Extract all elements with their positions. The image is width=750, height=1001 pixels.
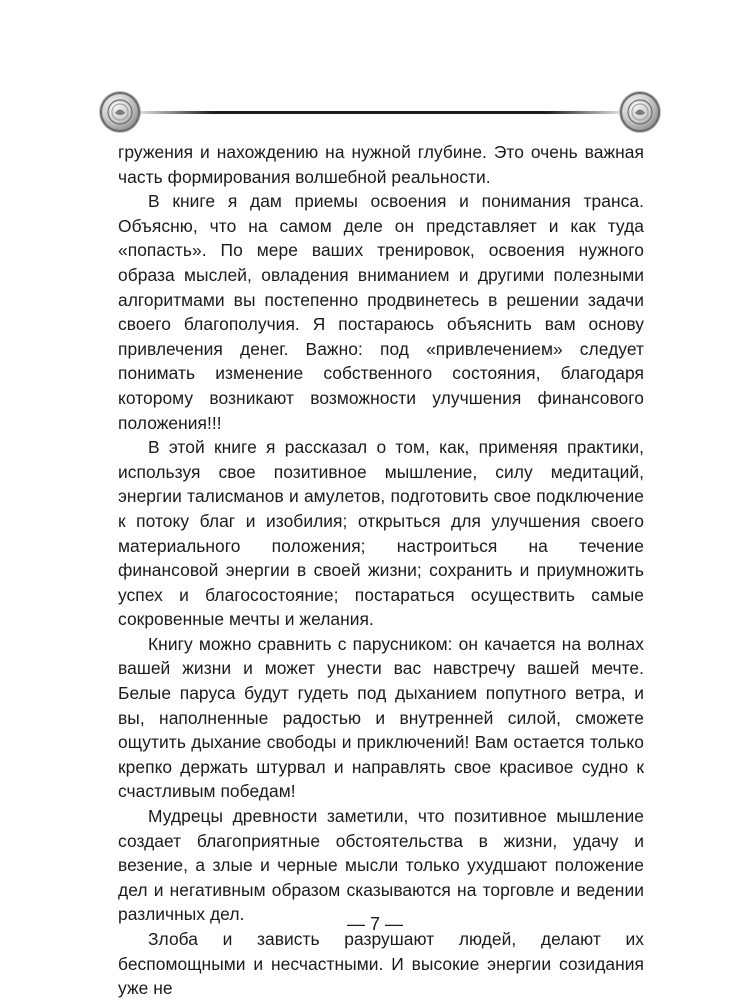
paragraph: Книгу можно сравнить с парусником: он качается на волнах вашей жизни и может унести вас навстречу вашей мечте. Белые паруса будут гудеть под дыханием попутного ветра, и вы, наполненные радостью и внутренней силой, сможете ощутить дыхание свободы и приключений! Вам остается только крепко держать штурвал и направлять свое красивое судно к счастливым победам! — [118, 633, 644, 802]
page-number: — 7 — — [346, 914, 403, 934]
paragraph: В книге я дам приемы освоения и понимания транса. Объясню, что на самом деле он представляет и как туда «попасть». По мере ваших тренировок, освоения нужного образа мыслей, овладения вниманием и другими полезными алгоритмами вы постепенно продвинетесь в решении задачи своего благополучия. Я постараюсь объяснить вам основу привлечения денег. Важно: под «привлечением» следует понимать изменение собственного состояния, благодаря которому возникают возможности улучшения финансового положения!!! — [118, 191, 644, 433]
paragraph: Мудрецы древности заметили, что позитивное мышление создает благоприятные обстоятельства в жизни, удачу и везение, а злые и черные мысли только ухудшают положение дел и негативным образом сказываются на торговле и ведении различных дел. — [118, 806, 644, 925]
coin-emblem-icon — [620, 92, 660, 132]
coin-emblem-icon — [100, 92, 140, 132]
paragraph: В этой книге я рассказал о том, как, применяя практики, используя свое позитивное мышление, силу медитаций, энергии талисманов и амулетов, подготовить свое подключение к потоку благ и изобилия; открыться для улучшения своего материального положения; настроиться на течение финансовой энергии в своей жизни; сохранить и приумножить успех и благосостояние; постараться осуществить самые сокровенные мечты и желания. — [118, 437, 644, 630]
page-header — [100, 92, 660, 136]
header-divider — [140, 111, 620, 114]
paragraph: гружения и нахождению на нужной глубине. Это очень важная часть формирования волшебной реальности. — [118, 142, 644, 187]
body-text — [118, 140, 644, 1001]
paragraph: Злоба и зависть разрушают людей, делают их беспомощными и несчастными. И высокие энергии созидания уже не — [118, 929, 644, 999]
